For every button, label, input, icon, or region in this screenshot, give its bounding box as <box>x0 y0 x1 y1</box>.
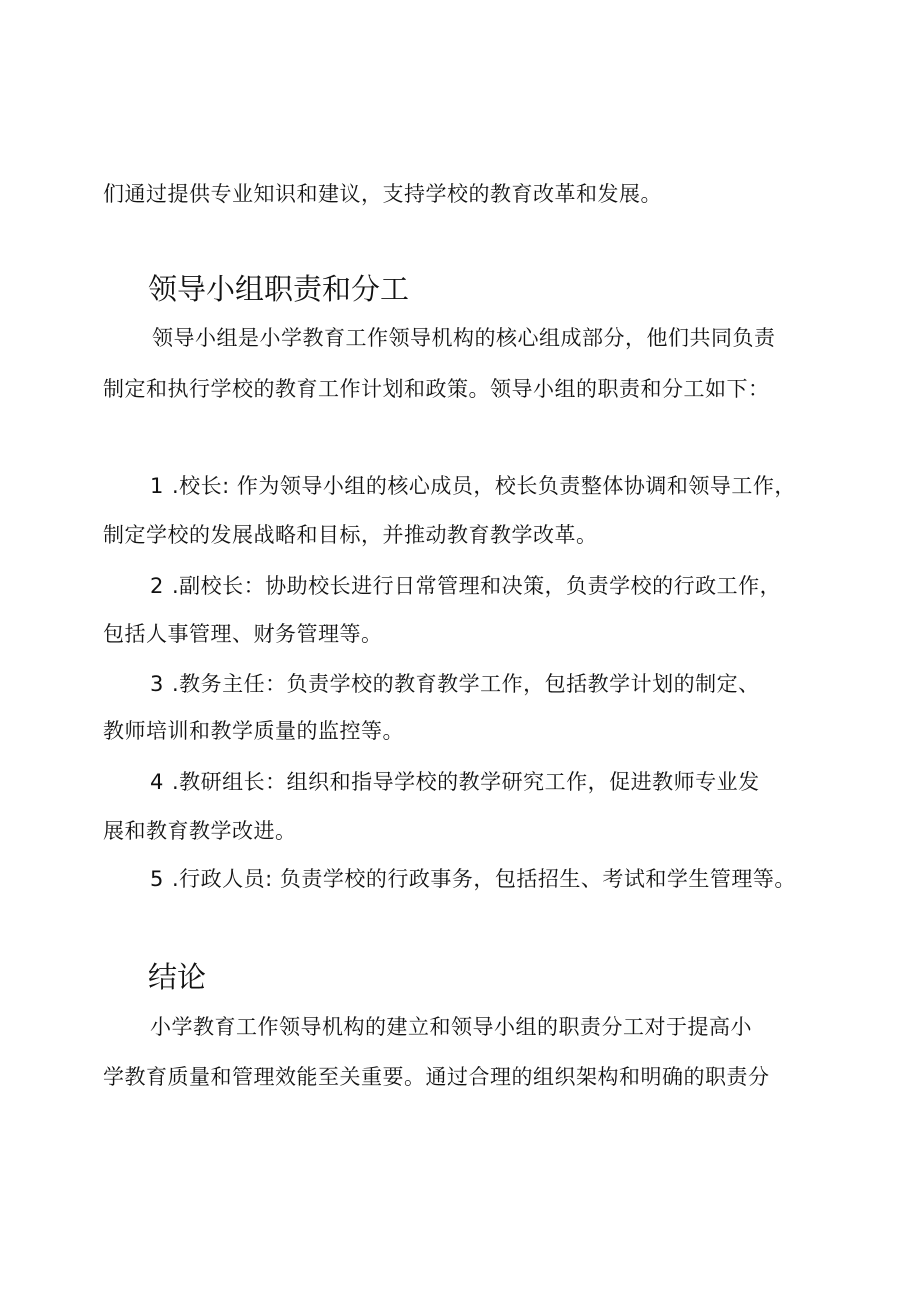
role-item-principal-continued: 制定学校的发展战略和目标，并推动教育教学改革。 <box>103 523 598 547</box>
role-item-admin-staff <box>150 864 796 894</box>
role-number: 3 <box>150 672 164 696</box>
role-text: .教研组长：组织和指导学校的教学研究工作，促进教师专业发 <box>172 770 760 794</box>
role-number: 1 <box>150 474 164 498</box>
conclusion-paragraph-line-2: 学教育质量和管理效能至关重要。通过合理的组织架构和明确的职责分 <box>103 1065 770 1089</box>
role-item-research-lead <box>150 767 760 797</box>
role-item-vice-principal <box>150 571 781 601</box>
role-text: .行政人员: 负责学校的行政事务，包括招生、考试和学生管理等。 <box>172 867 796 891</box>
leadership-paragraph-line-2: 制定和执行学校的教育工作计划和政策。领导小组的职责和分工如下： <box>103 377 770 401</box>
role-item-academic-director-continued: 教师培训和教学质量的监控等。 <box>103 719 404 743</box>
role-item-academic-director <box>150 669 760 699</box>
role-text: .校长: 作为领导小组的核心成员，校长负责整体协调和领导工作， <box>172 474 796 498</box>
role-item-principal <box>150 471 796 501</box>
section-heading-conclusion: 结论 <box>148 960 207 994</box>
role-item-vice-principal-continued: 包括人事管理、财务管理等。 <box>103 622 383 646</box>
leadership-paragraph-line-1: 领导小组是小学教育工作领导机构的核心组成部分，他们共同负责 <box>152 326 776 350</box>
role-text: .教务主任：负责学校的教育教学工作，包括教学计划的制定、 <box>172 672 760 696</box>
conclusion-paragraph-line-1: 小学教育工作领导机构的建立和领导小组的职责分工对于提高小 <box>150 1015 752 1039</box>
role-item-research-lead-continued: 展和教育教学改进。 <box>103 819 297 843</box>
role-number: 4 <box>150 770 164 794</box>
role-number: 2 <box>150 574 164 598</box>
role-number: 5 <box>150 867 164 891</box>
intro-paragraph-tail: 们通过提供专业知识和建议，支持学校的教育改革和发展。 <box>103 182 662 206</box>
role-text: .副校长：协助校长进行日常管理和决策，负责学校的行政工作， <box>172 574 782 598</box>
section-heading-leadership: 领导小组职责和分工 <box>148 272 410 306</box>
